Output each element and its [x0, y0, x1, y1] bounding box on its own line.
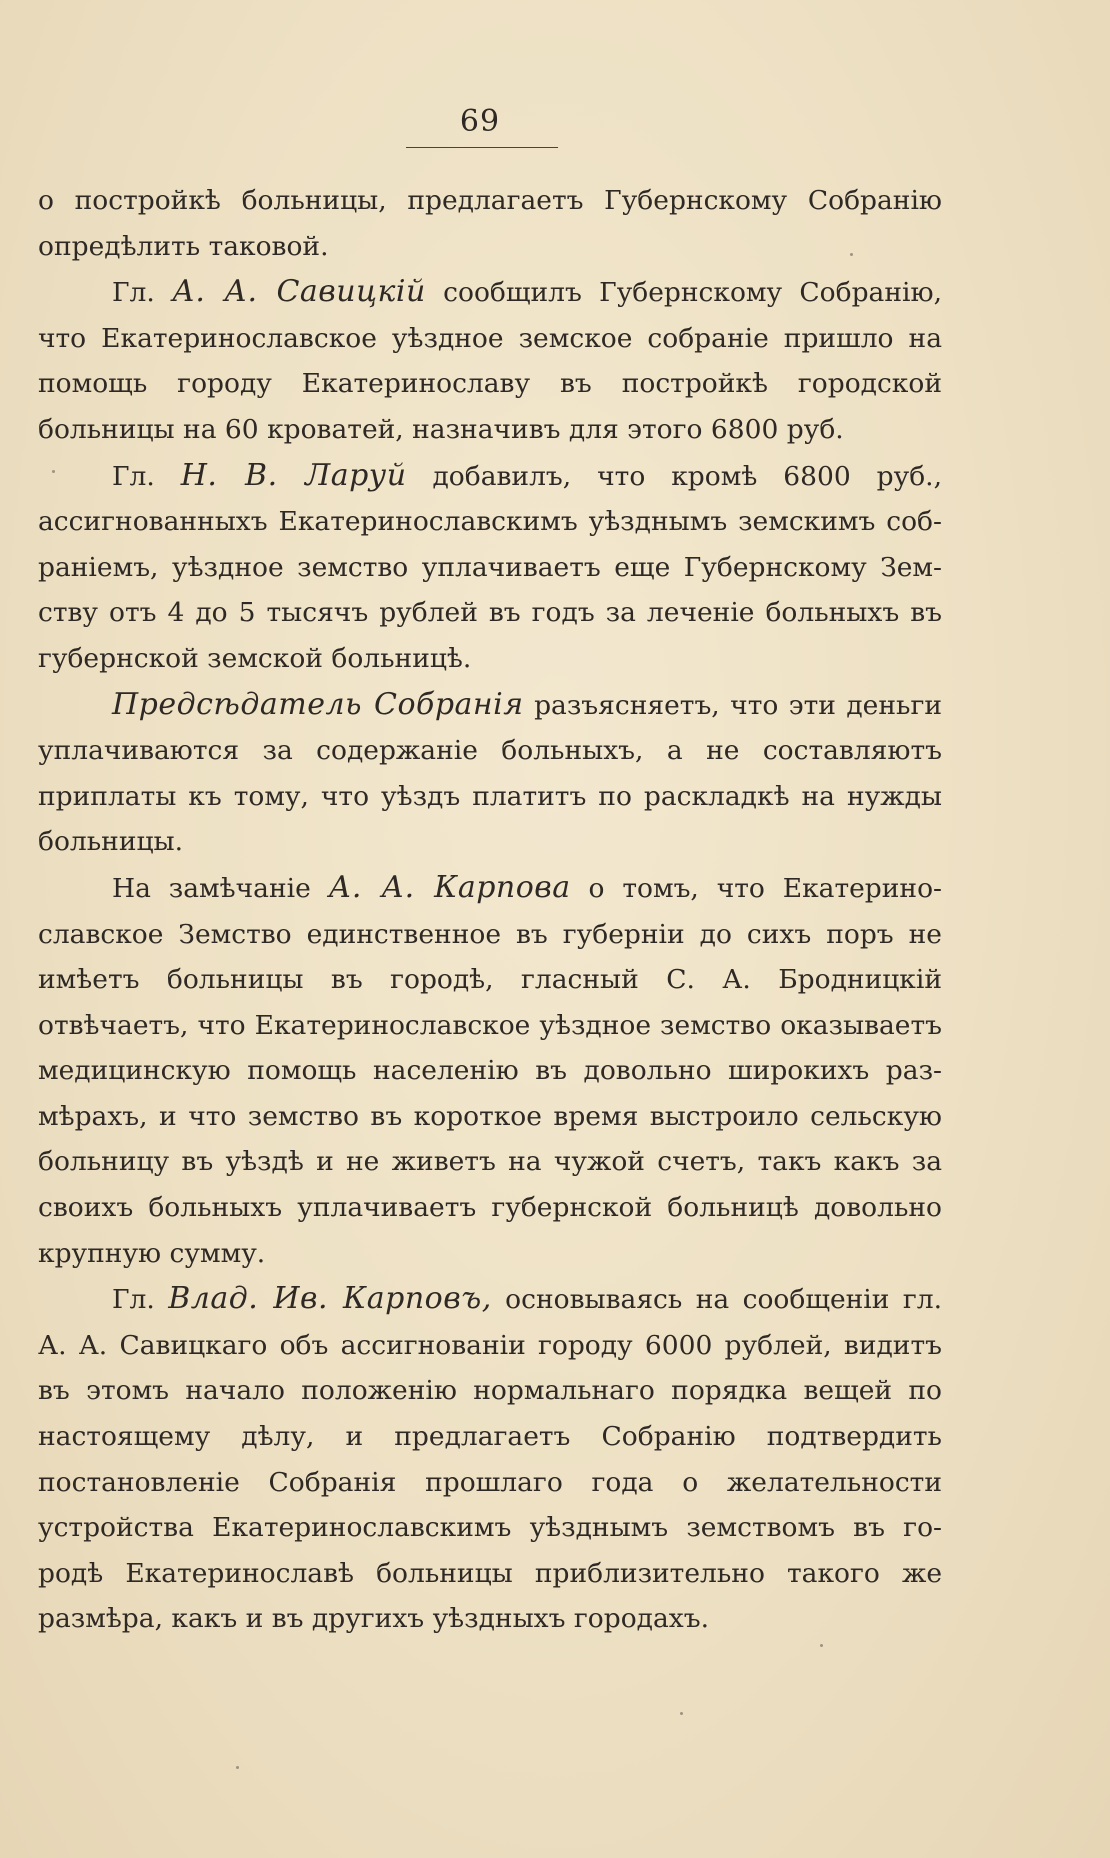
header-rule	[406, 147, 558, 148]
paragraph-6	[38, 1276, 942, 1642]
paper-speck	[236, 1766, 239, 1769]
page-number: 69	[459, 104, 501, 139]
paragraph-5	[38, 865, 942, 1276]
speaker-name: А. А. Карпова	[328, 869, 571, 905]
speaker-name: Предсѣдатель Собранія	[112, 686, 524, 722]
text-run: о томъ, что Екатеринославское Земство единственное въ губерніи до сихъ поръ не имѣетъ больницы въ городѣ, гласный С. А. Бродницкій отвѣчаетъ, что Екатеринославское уѣздное земство оказываетъ медицинскую помощь населенію въ довольно широкихъ размѣрахъ, и что земство въ короткое время выстроило сельскую больницу въ уѣздѣ и не живетъ на чужой счетъ, такъ какъ за своихъ больныхъ уплачиваетъ губернской больницѣ довольно крупную сумму.	[38, 872, 942, 1269]
paper-speck	[680, 1712, 683, 1715]
paragraph-2	[38, 269, 942, 452]
paragraph-1	[38, 178, 942, 269]
paper-speck	[820, 1644, 823, 1647]
text-run: сообщилъ Губернскому Собранію, что Екатеринославское уѣздное земское собраніе пришло на помощь городу Екатеринославу въ постройкѣ городской больницы на 60 кроватей, назначивъ для этого 6800 руб.	[38, 277, 942, 445]
paper-speck	[52, 470, 55, 473]
text-run: На замѣчаніе	[112, 872, 329, 904]
text-run: Гл.	[112, 460, 181, 492]
text-run: Гл.	[112, 277, 173, 309]
body-text	[38, 178, 942, 1642]
text-run: Гл.	[112, 1284, 169, 1316]
speaker-name: А. А. Савицкій	[172, 274, 426, 310]
paragraph-3	[38, 453, 942, 682]
paper-speck	[850, 253, 853, 256]
text-run: разъясняетъ, что эти деньги уплачиваются за содержаніе больныхъ, а не составляютъ приплаты къ тому, что уѣздъ платитъ по раскладкѣ на нужды больницы.	[38, 689, 942, 858]
text-run: основываясь на сообщеніи гл. А. А. Савицкаго объ ассигнованіи городу 6000 рублей, видитъ въ этомъ начало положенію нормальнаго порядка вещей по настоящему дѣлу, и предлагаетъ Собранію подтвердить постановленіе Собранія прошлаго года о желательности устройства Екатеринославскимъ уѣзднымъ земствомъ въ городѣ Екатеринославѣ больницы приблизительно такого же размѣра, какъ и въ другихъ уѣздныхъ городахъ.	[38, 1284, 943, 1635]
paragraph-4	[38, 682, 942, 865]
speaker-name: Влад. Ив. Карповъ,	[168, 1281, 492, 1317]
text-run: добавилъ, что кромѣ 6800 руб., ассигнованныхъ Екатеринославскимъ уѣзднымъ земскимъ собраніемъ, уѣздное земство уплачиваетъ еще Губернскому Земству отъ 4 до 5 тысячъ рублей въ годъ за леченіе больныхъ въ губернской земской больницѣ.	[38, 460, 943, 674]
text-run: о постройкѣ больницы, предлагаетъ Губернскому Собранію опредѣлить таковой.	[38, 185, 942, 262]
speaker-name: Н. В. Ларуй	[180, 457, 407, 493]
